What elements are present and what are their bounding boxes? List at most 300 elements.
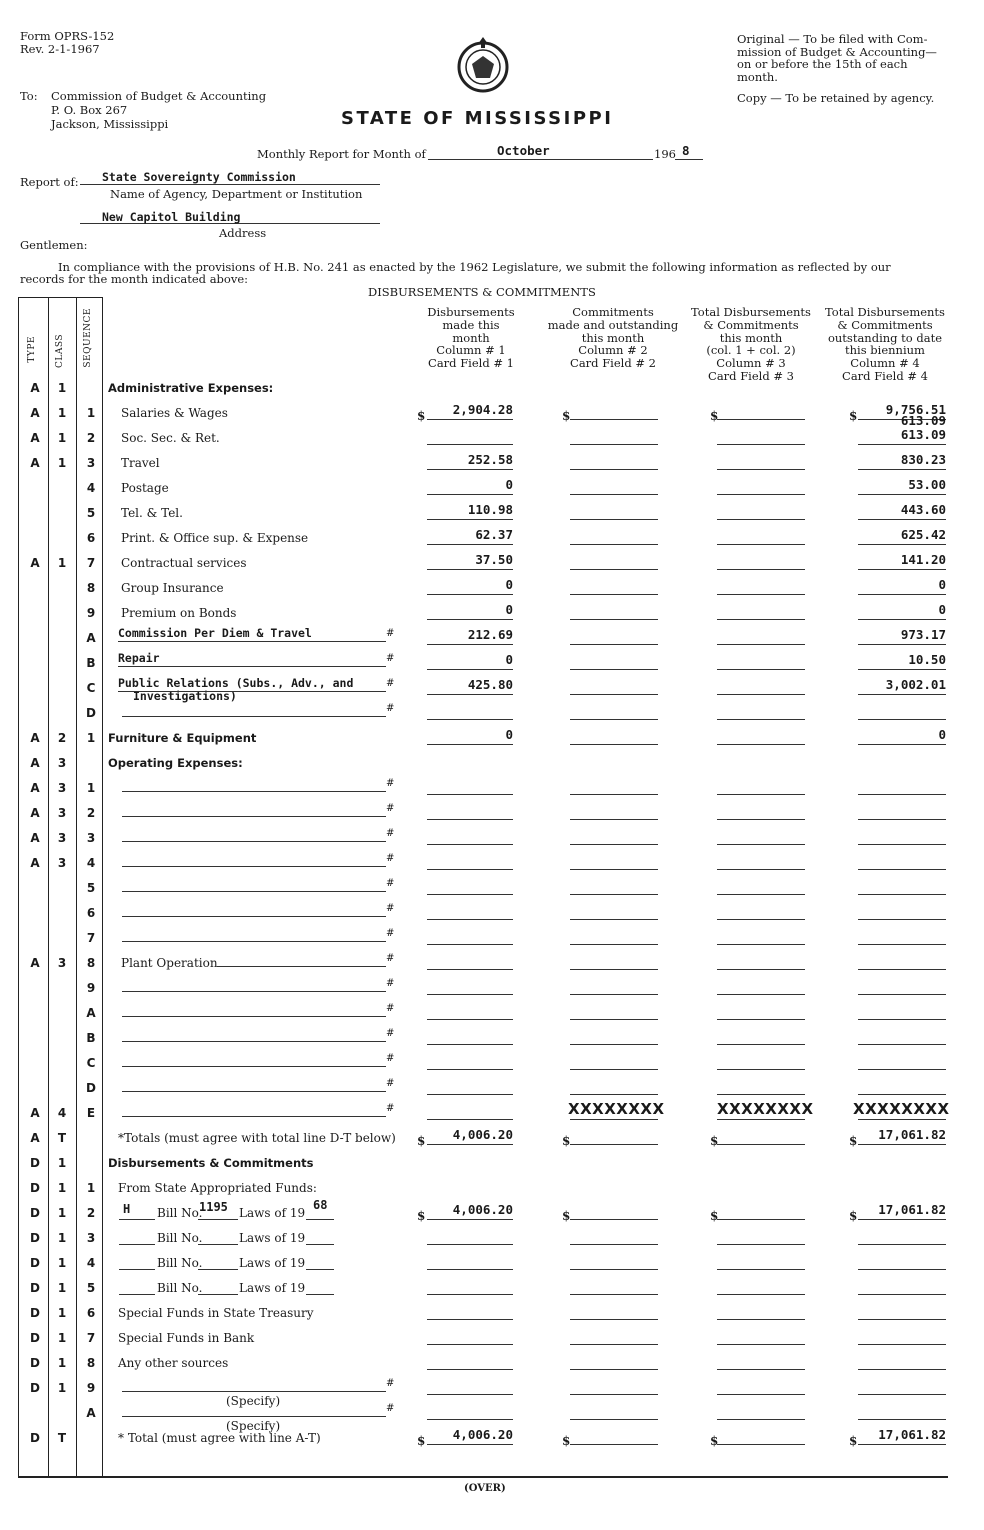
description-line bbox=[122, 1091, 386, 1092]
sequence-cell: 4 bbox=[86, 856, 96, 870]
bill-label: Bill No. bbox=[157, 1256, 203, 1270]
value-line bbox=[427, 919, 513, 920]
value-line bbox=[427, 444, 513, 445]
dollar-sign: $ bbox=[849, 1434, 858, 1448]
to-line-2: P. O. Box 267 bbox=[51, 103, 128, 117]
value-line bbox=[717, 944, 805, 945]
value-line bbox=[570, 1244, 658, 1245]
class-cell: 2 bbox=[57, 731, 67, 745]
class-cell: 4 bbox=[57, 1106, 67, 1120]
table-row bbox=[0, 676, 984, 706]
class-cell: 3 bbox=[57, 806, 67, 820]
value-line bbox=[427, 1044, 513, 1045]
agency-value: State Sovereignty Commission bbox=[102, 170, 296, 184]
value-line bbox=[717, 1094, 805, 1095]
value-line bbox=[858, 644, 946, 645]
value-line bbox=[858, 619, 946, 620]
sequence-cell: 6 bbox=[86, 906, 96, 920]
sequence-cell: 8 bbox=[86, 956, 96, 970]
bill-no-line bbox=[198, 1219, 238, 1220]
value-line bbox=[570, 1044, 658, 1045]
col1-value: 0 bbox=[505, 577, 513, 592]
value-line bbox=[427, 1294, 513, 1295]
class-cell: 1 bbox=[57, 1231, 67, 1245]
col4-value: 0 bbox=[938, 577, 946, 592]
table-row bbox=[0, 756, 984, 781]
value-line bbox=[570, 669, 658, 670]
col1-value: 0 bbox=[505, 727, 513, 742]
section-title: DISBURSEMENTS & COMMITMENTS bbox=[368, 285, 596, 299]
value-line bbox=[858, 469, 946, 470]
copy-note: Copy — To be retained by agency. bbox=[737, 91, 935, 105]
class-cell: 1 bbox=[57, 1181, 67, 1195]
col4-value: 3,002.01 bbox=[885, 677, 946, 692]
description-line bbox=[122, 891, 386, 892]
sequence-cell: 3 bbox=[86, 1231, 96, 1245]
hash-mark: # bbox=[386, 778, 395, 789]
class-cell: T bbox=[57, 1131, 67, 1145]
sequence-cell: 8 bbox=[86, 581, 96, 595]
class-cell: 3 bbox=[57, 956, 67, 970]
row-description: Group Insurance bbox=[121, 581, 224, 595]
value-line bbox=[570, 1294, 658, 1295]
table-row bbox=[0, 1078, 984, 1106]
sequence-cell: 6 bbox=[86, 531, 96, 545]
value-line bbox=[570, 1269, 658, 1270]
class-cell: 1 bbox=[57, 1356, 67, 1370]
table-row bbox=[0, 878, 984, 906]
col4-value: 141.20 bbox=[900, 552, 946, 567]
table-row bbox=[0, 1053, 984, 1081]
hash-mark: # bbox=[386, 628, 395, 639]
description-line bbox=[217, 966, 386, 967]
value-line bbox=[570, 794, 658, 795]
sequence-cell: 7 bbox=[86, 556, 96, 570]
type-cell: A bbox=[30, 781, 40, 795]
sequence-cell: 2 bbox=[86, 1206, 96, 1220]
description-line bbox=[122, 991, 386, 992]
to-line-3: Jackson, Mississippi bbox=[51, 117, 169, 131]
sequence-cell: D bbox=[86, 1081, 96, 1095]
value-line bbox=[570, 819, 658, 820]
type-cell: A bbox=[30, 731, 40, 745]
row-description: Furniture & Equipment bbox=[108, 731, 257, 745]
col1-header: Disbursements made this month Column # 1 Card Field # 1 bbox=[427, 305, 515, 371]
table-row bbox=[0, 1356, 984, 1381]
value-line bbox=[427, 1119, 513, 1120]
compliance-text-1: In compliance with the provisions of H.B. No. 241 as enacted by the 1962 Legislature, we submit the following information as reflected by our bbox=[58, 260, 891, 274]
dollar-sign: $ bbox=[417, 1434, 426, 1448]
col1-value: 4,006.20 bbox=[452, 1427, 513, 1442]
sequence-cell: 7 bbox=[86, 1331, 96, 1345]
type-cell: A bbox=[30, 956, 40, 970]
table-row bbox=[0, 853, 984, 881]
value-line bbox=[717, 619, 805, 620]
typed-description-cont: Investigations) bbox=[133, 689, 237, 703]
sequence-cell: E bbox=[86, 1106, 96, 1120]
value-line bbox=[427, 569, 513, 570]
row-description: Any other sources bbox=[118, 1356, 229, 1370]
value-line bbox=[570, 644, 658, 645]
class-cell: 1 bbox=[57, 431, 67, 445]
value-line bbox=[858, 1294, 946, 1295]
table-row bbox=[0, 1427, 984, 1456]
value-line bbox=[858, 594, 946, 595]
hash-mark: # bbox=[386, 803, 395, 814]
value-line bbox=[717, 1019, 805, 1020]
description-line bbox=[122, 1041, 386, 1042]
description-line bbox=[122, 941, 386, 942]
class-cell: 3 bbox=[57, 831, 67, 845]
value-line bbox=[570, 1094, 658, 1095]
value-line bbox=[570, 1069, 658, 1070]
description-line bbox=[118, 691, 386, 692]
value-line bbox=[427, 594, 513, 595]
value-line bbox=[427, 719, 513, 720]
table-row bbox=[0, 1256, 984, 1281]
class-cell: 1 bbox=[57, 1306, 67, 1320]
description-line bbox=[122, 816, 386, 817]
type-column-header: TYPE bbox=[27, 336, 37, 363]
value-line bbox=[717, 819, 805, 820]
description-line bbox=[122, 1391, 386, 1392]
value-line bbox=[858, 794, 946, 795]
year-field-line bbox=[675, 159, 703, 160]
bill-prefix-line bbox=[119, 1294, 155, 1295]
sequence-cell: 3 bbox=[86, 456, 96, 470]
description-line bbox=[118, 641, 386, 642]
class-cell: T bbox=[57, 1431, 67, 1445]
to-line-1: Commission of Budget & Accounting bbox=[51, 89, 267, 103]
value-line bbox=[570, 1319, 658, 1320]
value-line bbox=[858, 1344, 946, 1345]
sequence-cell: 9 bbox=[86, 606, 96, 620]
table-row bbox=[0, 1281, 984, 1306]
col4-value: 613.09 bbox=[900, 427, 946, 442]
address-caption: Address bbox=[219, 226, 267, 240]
col1-value: 0 bbox=[505, 652, 513, 667]
value-line bbox=[858, 844, 946, 845]
col4-value: 17,061.82 bbox=[878, 1127, 946, 1142]
row-description: Special Funds in Bank bbox=[118, 1331, 255, 1345]
sequence-cell: 1 bbox=[86, 406, 96, 420]
value-line bbox=[858, 1019, 946, 1020]
col4-value: 17,061.82 bbox=[878, 1427, 946, 1442]
value-line bbox=[858, 1269, 946, 1270]
col4-value: 0 bbox=[938, 727, 946, 742]
value-line bbox=[427, 619, 513, 620]
sequence-cell: 2 bbox=[86, 806, 96, 820]
value-line bbox=[427, 1144, 513, 1145]
type-cell: D bbox=[30, 1231, 40, 1245]
col1-value: 37.50 bbox=[475, 552, 513, 567]
type-cell: D bbox=[30, 1306, 40, 1320]
specify-label: (Specify) bbox=[226, 1419, 281, 1433]
bill-prefix-line bbox=[119, 1219, 155, 1220]
value-line bbox=[858, 1119, 946, 1120]
value-line bbox=[717, 794, 805, 795]
class-cell: 1 bbox=[57, 1381, 67, 1395]
type-cell: A bbox=[30, 756, 40, 770]
type-cell: A bbox=[30, 856, 40, 870]
value-line bbox=[570, 594, 658, 595]
value-line bbox=[858, 1319, 946, 1320]
value-line bbox=[717, 1219, 805, 1220]
table-row bbox=[0, 928, 984, 956]
value-line bbox=[717, 869, 805, 870]
value-line bbox=[858, 494, 946, 495]
sequence-cell: 5 bbox=[86, 506, 96, 520]
value-line bbox=[717, 1394, 805, 1395]
bill-label: Bill No. bbox=[157, 1206, 203, 1220]
value-line bbox=[717, 969, 805, 970]
sequence-cell: B bbox=[86, 1031, 96, 1045]
type-cell: A bbox=[30, 431, 40, 445]
value-line bbox=[427, 819, 513, 820]
laws-of-label: Laws of 19 bbox=[239, 1281, 306, 1295]
bill-year-line bbox=[306, 1269, 334, 1270]
class-cell: 3 bbox=[57, 781, 67, 795]
value-line bbox=[717, 694, 805, 695]
table-row bbox=[0, 452, 984, 481]
sequence-cell: 1 bbox=[86, 731, 96, 745]
value-line bbox=[427, 469, 513, 470]
value-line bbox=[717, 1444, 805, 1445]
table-row bbox=[0, 1127, 984, 1156]
row-description: Special Funds in State Treasury bbox=[118, 1306, 314, 1320]
sequence-cell: 2 bbox=[86, 431, 96, 445]
type-cell: D bbox=[30, 1181, 40, 1195]
class-cell: 3 bbox=[57, 856, 67, 870]
value-line bbox=[717, 919, 805, 920]
hash-mark: # bbox=[386, 903, 395, 914]
value-line bbox=[427, 869, 513, 870]
value-line bbox=[717, 844, 805, 845]
value-line bbox=[858, 669, 946, 670]
sequence-cell: 1 bbox=[86, 781, 96, 795]
description-line bbox=[122, 1016, 386, 1017]
value-line bbox=[717, 1144, 805, 1145]
sequence-cell: 9 bbox=[86, 981, 96, 995]
type-cell: D bbox=[30, 1256, 40, 1270]
row-description: Plant Operation bbox=[121, 956, 218, 970]
class-cell: 1 bbox=[57, 456, 67, 470]
type-cell: A bbox=[30, 1131, 40, 1145]
value-line bbox=[570, 1369, 658, 1370]
value-line bbox=[858, 1444, 946, 1445]
month-value: October bbox=[497, 143, 550, 158]
dollar-sign: $ bbox=[710, 409, 719, 423]
xx-fill-col3: XXXXXXXX bbox=[717, 1100, 814, 1118]
dollar-sign: $ bbox=[710, 1134, 719, 1148]
value-line bbox=[427, 1394, 513, 1395]
value-line bbox=[427, 1344, 513, 1345]
value-line bbox=[570, 1019, 658, 1020]
value-line bbox=[717, 744, 805, 745]
bill-no-line bbox=[198, 1269, 238, 1270]
class-cell: 1 bbox=[57, 381, 67, 395]
value-line bbox=[717, 444, 805, 445]
col1-value: 0 bbox=[505, 477, 513, 492]
value-line bbox=[717, 594, 805, 595]
sequence-cell: D bbox=[86, 706, 96, 720]
hash-mark: # bbox=[386, 1053, 395, 1064]
table-row bbox=[0, 903, 984, 931]
type-cell: D bbox=[30, 1156, 40, 1170]
value-line bbox=[427, 994, 513, 995]
value-line bbox=[427, 894, 513, 895]
description-line bbox=[122, 916, 386, 917]
description-line bbox=[122, 1416, 386, 1417]
type-cell: D bbox=[30, 1331, 40, 1345]
value-line bbox=[858, 969, 946, 970]
value-line bbox=[858, 569, 946, 570]
value-line bbox=[427, 1094, 513, 1095]
col1-value: 110.98 bbox=[467, 502, 513, 517]
value-line bbox=[427, 969, 513, 970]
dollar-sign: $ bbox=[562, 409, 571, 423]
bill-year-line bbox=[306, 1219, 334, 1220]
type-cell: D bbox=[30, 1356, 40, 1370]
value-line bbox=[427, 744, 513, 745]
agency-line bbox=[80, 184, 380, 185]
laws-of-label: Laws of 19 bbox=[239, 1231, 306, 1245]
value-line bbox=[570, 1144, 658, 1145]
value-line bbox=[858, 944, 946, 945]
sequence-cell: A bbox=[86, 631, 96, 645]
col4-value: 0 bbox=[938, 602, 946, 617]
col4-value-secondary: 613.09 bbox=[900, 413, 946, 428]
value-line bbox=[427, 1269, 513, 1270]
value-line bbox=[717, 894, 805, 895]
value-line bbox=[427, 944, 513, 945]
bill-prefix-line bbox=[119, 1269, 155, 1270]
form-revision: Rev. 2-1-1967 bbox=[20, 42, 100, 56]
type-cell: D bbox=[30, 1431, 40, 1445]
row-description: Print. & Office sup. & Expense bbox=[121, 531, 309, 545]
hash-mark: # bbox=[386, 878, 395, 889]
value-line bbox=[717, 1319, 805, 1320]
class-cell: 1 bbox=[57, 1281, 67, 1295]
value-line bbox=[427, 1069, 513, 1070]
bill-no-line bbox=[198, 1244, 238, 1245]
value-line bbox=[570, 519, 658, 520]
class-cell: 1 bbox=[57, 1331, 67, 1345]
col4-value: 10.50 bbox=[908, 652, 946, 667]
compliance-text-2: records for the month indicated above: bbox=[20, 272, 249, 286]
type-cell: A bbox=[30, 1106, 40, 1120]
col3-header: Total Disbursements & Commitments this month (col. 1 + col. 2) Column # 3 Card Field # 3 bbox=[691, 305, 811, 383]
value-line bbox=[570, 719, 658, 720]
dollar-sign: $ bbox=[849, 1134, 858, 1148]
sequence-cell: 4 bbox=[86, 481, 96, 495]
original-note: Original — To be filed with Com- mission of Budget & Accounting— on or before the 15th of each month. bbox=[737, 32, 937, 84]
sequence-cell: 7 bbox=[86, 931, 96, 945]
hash-mark: # bbox=[386, 1103, 395, 1114]
value-line bbox=[858, 1369, 946, 1370]
value-line bbox=[570, 844, 658, 845]
hash-mark: # bbox=[386, 978, 395, 989]
description-line bbox=[122, 1066, 386, 1067]
value-line bbox=[717, 1419, 805, 1420]
value-line bbox=[427, 1419, 513, 1420]
dollar-sign: $ bbox=[417, 409, 426, 423]
class-cell: 1 bbox=[57, 556, 67, 570]
value-line bbox=[570, 1419, 658, 1420]
value-line bbox=[570, 1119, 658, 1120]
bill-no-line bbox=[198, 1294, 238, 1295]
sequence-cell: 6 bbox=[86, 1306, 96, 1320]
year-value: 8 bbox=[682, 143, 690, 158]
col1-value: 252.58 bbox=[467, 452, 513, 467]
value-line bbox=[717, 1369, 805, 1370]
table-row bbox=[0, 1028, 984, 1056]
value-line bbox=[427, 494, 513, 495]
col1-value: 212.69 bbox=[467, 627, 513, 642]
value-line bbox=[717, 544, 805, 545]
dollar-sign: $ bbox=[417, 1209, 426, 1223]
sequence-cell: 1 bbox=[86, 1181, 96, 1195]
hash-mark: # bbox=[386, 678, 395, 689]
table-row bbox=[0, 703, 984, 731]
value-line bbox=[717, 494, 805, 495]
row-description: Travel bbox=[121, 456, 160, 470]
form-number: Form OPRS-152 bbox=[20, 29, 115, 43]
hash-mark: # bbox=[386, 1078, 395, 1089]
dollar-sign: $ bbox=[849, 409, 858, 423]
dollar-sign: $ bbox=[710, 1209, 719, 1223]
laws-of-label: Laws of 19 bbox=[239, 1206, 306, 1220]
value-line bbox=[717, 669, 805, 670]
sequence-cell: B bbox=[86, 656, 96, 670]
hash-mark: # bbox=[386, 1403, 395, 1414]
value-line bbox=[570, 1394, 658, 1395]
type-cell: A bbox=[30, 556, 40, 570]
table-row bbox=[0, 1156, 984, 1181]
value-line bbox=[717, 519, 805, 520]
value-line bbox=[717, 1269, 805, 1270]
row-description: *Totals (must agree with total line D-T below) bbox=[118, 1131, 396, 1145]
type-cell: D bbox=[30, 1281, 40, 1295]
bill-prefix-line bbox=[119, 1244, 155, 1245]
value-line bbox=[858, 1069, 946, 1070]
year-prefix: 196 bbox=[654, 147, 676, 161]
value-line bbox=[858, 1094, 946, 1095]
value-line bbox=[427, 544, 513, 545]
value-line bbox=[858, 819, 946, 820]
value-line bbox=[858, 994, 946, 995]
description-line bbox=[122, 716, 386, 717]
typed-description: Commission Per Diem & Travel bbox=[118, 626, 312, 640]
value-line bbox=[717, 644, 805, 645]
class-cell: 1 bbox=[57, 1206, 67, 1220]
row-description: Premium on Bonds bbox=[121, 606, 237, 620]
value-line bbox=[427, 844, 513, 845]
dollar-sign: $ bbox=[562, 1209, 571, 1223]
type-cell: A bbox=[30, 406, 40, 420]
col1-value: 0 bbox=[505, 602, 513, 617]
class-cell: 1 bbox=[57, 1256, 67, 1270]
class-cell: 1 bbox=[57, 1156, 67, 1170]
col1-value: 62.37 bbox=[475, 527, 513, 542]
value-line bbox=[570, 869, 658, 870]
value-line bbox=[717, 994, 805, 995]
class-cell: 1 bbox=[57, 406, 67, 420]
col4-value: 53.00 bbox=[908, 477, 946, 492]
type-cell: A bbox=[30, 831, 40, 845]
table-row bbox=[0, 1306, 984, 1331]
value-line bbox=[427, 1444, 513, 1445]
